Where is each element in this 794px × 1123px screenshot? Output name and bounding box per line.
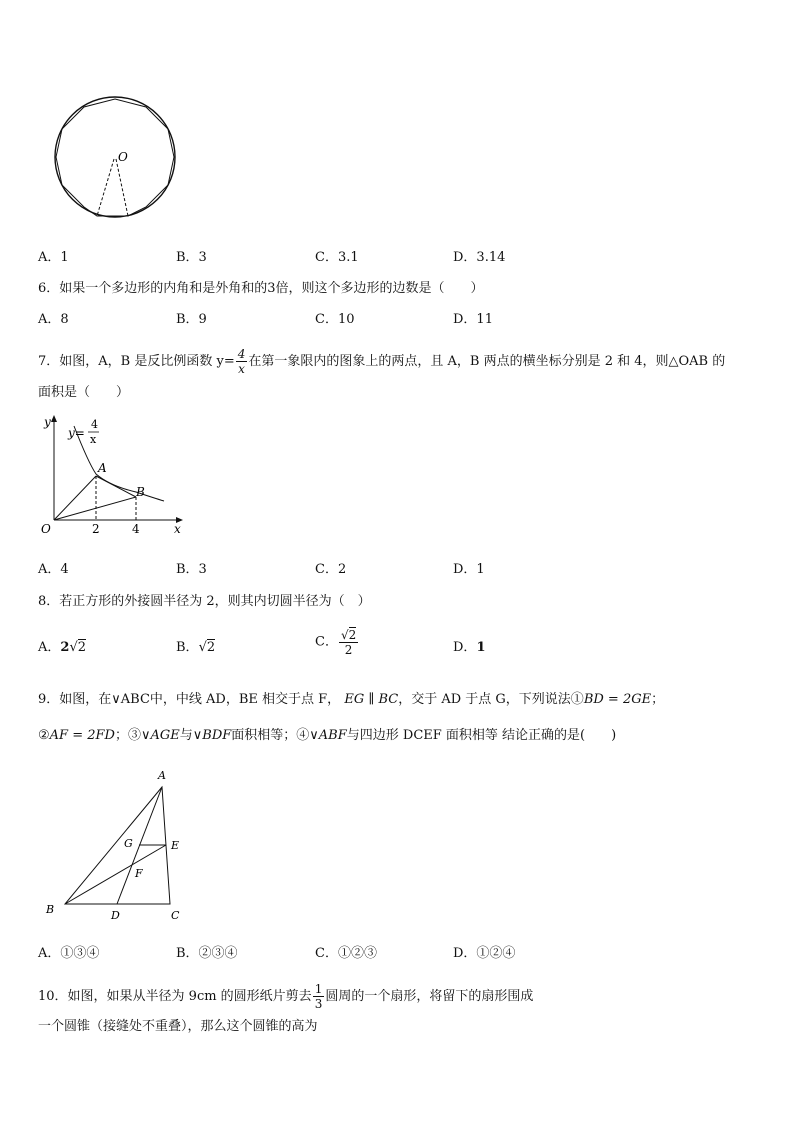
q8-option-b-label: B． [176,640,199,655]
q9-line2-e: 与四边形 DCEF 面积相等 结论正确的是( ) [346,728,617,743]
q8-option-d-label: D． [453,640,477,655]
polygon-circle-figure [50,95,180,225]
func-prefix: y= [68,426,85,440]
q9-line2-b: ；③ [114,728,141,743]
q10-fraction [313,982,325,1011]
x-axis-label: x [174,522,181,536]
q8-option-c-fraction [339,628,358,657]
outer-circle [55,97,175,217]
label-f: F [135,867,143,880]
q7-frac-den: x [238,362,245,376]
q10-stem-b: 圆周的一个扇形，将留下的扇形围成 [325,989,534,1004]
q7-fraction [236,347,248,376]
y-axis-arrow [51,415,57,422]
q7-function-graph [36,412,196,537]
tick-4-label: 4 [132,522,140,536]
radius-left [97,159,114,216]
q8-option-a-coef: 2 [60,640,70,655]
label-b: B [46,903,55,916]
q9-eg-parallel-bc: EG ∥ BC [344,692,399,707]
q7-stem-c: 面积是（ ） [38,385,130,400]
q10-frac-den: 3 [314,997,323,1011]
sqrt-icon: √ [69,640,78,655]
point-b-label: B [136,485,145,499]
point-a-label: A [98,461,107,475]
q6-option-d[interactable]: D．11 [453,312,493,327]
q9-line2-d: 面积相等；④ [231,728,310,743]
q8-option-c-label: C． [315,634,338,650]
label-c: C [171,909,180,922]
q9-abf: ∨ABF [309,728,347,743]
q9-stem-line1 [38,690,664,710]
q10-stem-c: 一个圆锥（接缝处不重叠），那么这个圆锥的高为 [38,1019,318,1034]
q8-option-a-radicand: 2 [77,640,87,655]
q7-option-b[interactable]: B．3 [176,562,207,577]
hyperbola-curve [74,426,164,501]
tick-2-label: 2 [92,522,100,536]
q10-frac-num: 1 [314,982,323,996]
label-d: D [111,909,120,922]
q8-option-a-label: A． [38,640,61,655]
q6-option-a[interactable]: A．8 [38,312,69,327]
q8-option-a[interactable] [38,638,86,658]
q10-stem-a: 10．如图，如果从半径为 9cm 的圆形纸片剪去 [38,989,312,1004]
segment-oa [54,476,96,520]
q7-option-d[interactable]: D．1 [453,562,485,577]
q9-af-eq: AF = 2FD [49,728,115,743]
q9-line2-a: ② [38,728,50,743]
q8-option-c-den: 2 [344,643,353,657]
q9-stem-c: ； [651,692,665,707]
func-num: 4 [91,418,98,431]
q5-option-c[interactable]: C．3.1 [315,250,359,265]
sqrt-icon: √ [340,628,349,642]
q7-option-a[interactable]: A．4 [38,562,69,577]
label-g: G [124,837,133,850]
q9-line2-c: 与 [179,728,193,743]
q5-option-b[interactable]: B．3 [176,250,207,265]
q6-option-c[interactable]: C．10 [315,312,355,327]
q9-age: ∨AGE [140,728,180,743]
q9-stem-a: 9．如图，在∨ABC中，中线 AD，BE 相交于点 F， [38,692,341,707]
segment-ob [54,497,136,520]
q5-option-d[interactable]: D．3.14 [453,250,506,265]
q8-option-c-radicand: 2 [348,628,357,642]
center-label: O [118,150,128,164]
segment-ab [96,476,136,497]
q8-stem: 8．若正方形的外接圆半径为 2，则其内切圆半径为（ ） [38,594,371,609]
q9-stem-b: ，交于 AD 于点 G，下列说法① [398,692,584,707]
sqrt-icon: √ [198,640,207,655]
q8-option-b[interactable] [176,638,215,658]
q8-option-b-radicand: 2 [206,640,216,655]
q7-stem-b: 在第一象限内的图象上的两点，且 A，B 两点的横坐标分别是 2 和 4，则△OAB 的 [248,354,726,369]
y-axis-label: y [44,415,51,429]
q9-bd-eq: BD = 2GE [583,692,652,707]
q6-option-b[interactable]: B．9 [176,312,207,327]
q6-stem: 6．如果一个多边形的内角和是外角和的3倍，则这个多边形的边数是（ ） [38,281,484,296]
q9-stem-line2 [38,726,616,746]
q9-option-d[interactable]: D．①②④ [453,946,516,961]
q7-option-c[interactable]: C．2 [315,562,347,577]
q7-frac-num: 4 [237,347,246,361]
q5-option-a[interactable]: A．1 [38,250,69,265]
label-a: A [158,769,166,782]
q7-stem-a: 7．如图，A，B 是反比例函数 y= [38,354,235,369]
q8-option-c-num [339,628,358,643]
median-be [65,845,166,904]
origin-label: O [41,522,51,536]
label-e: E [171,839,180,852]
q9-bdf: ∨BDF [192,728,232,743]
q9-option-b[interactable]: B．②③④ [176,946,238,961]
inscribed-polygon [56,99,174,216]
q8-option-c[interactable] [315,628,359,657]
q9-option-c[interactable]: C．①②③ [315,946,377,961]
q7-stem-line1 [38,347,725,376]
radius-right [116,159,128,216]
q10-stem-line1 [38,982,533,1011]
q8-option-d-value: 1 [476,640,486,655]
q8-option-d[interactable] [453,638,485,658]
q9-option-a[interactable]: A．①③④ [38,946,100,961]
q9-triangle-figure [40,762,200,922]
func-den: x [90,433,97,446]
